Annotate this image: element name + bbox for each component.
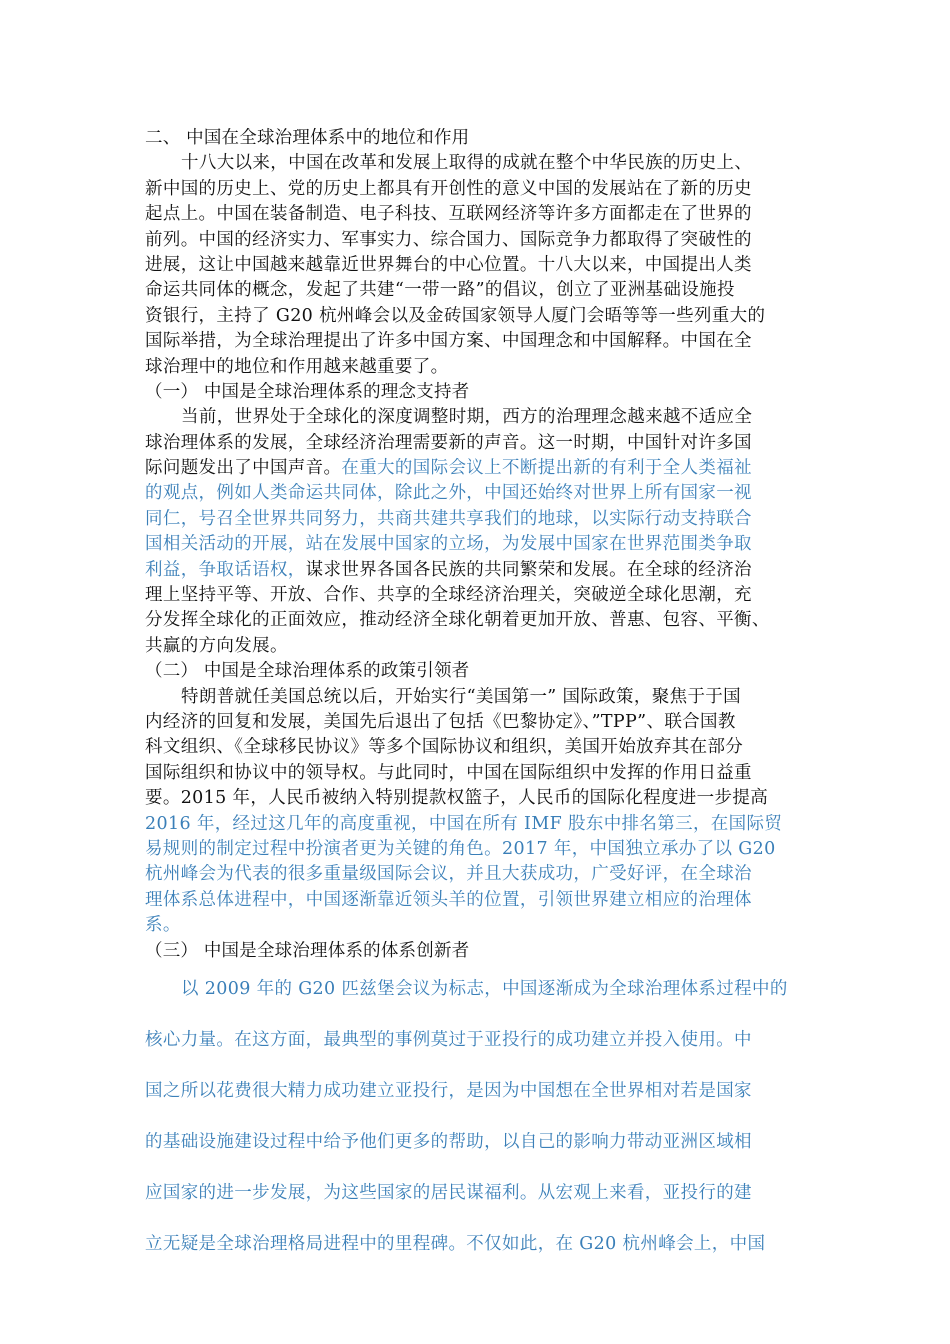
text-line: [145, 761, 805, 786]
highlighted-text-line: 立无疑是全球治理格局进程中的里程碑。不仅如此，在 G20 杭州峰会上，中国: [145, 1233, 766, 1254]
document-page: [145, 126, 805, 1270]
highlighted-text-line: 国之所以花费很大精力成功建立亚投行，是因为中国想在全世界相对若是国家: [145, 1080, 752, 1101]
text-segment: 谋求世界各国各民族的共同繁荣和发展。在全球的经济治: [305, 559, 752, 580]
text-line: [145, 456, 805, 481]
highlighted-text-line: 应国家的进一步发展，为这些国家的居民谋福利。从宏观上来看，亚投行的建: [145, 1182, 752, 1203]
text-segment: 要。2015 年，人民币被纳入特别提款权篮子，人民币的国际化程度进一步提高: [145, 788, 769, 809]
text-line: [145, 558, 805, 583]
text-line: [145, 710, 805, 735]
text-line: [145, 583, 805, 608]
text-line: [145, 405, 805, 430]
highlighted-text: 理体系总体进程中，中国逐渐靠近领头羊的位置，引领世界建立相应的治理体: [145, 889, 752, 910]
text-line: 国际举措，为全球治理提出了许多中国方案、中国理念和中国解释。中国在全: [145, 331, 752, 352]
text-line: [145, 634, 805, 659]
section-1-title: （一） 中国是全球治理体系的理念支持者: [145, 381, 470, 402]
text-line: 球治理中的地位和作用越来越重要了。: [145, 356, 449, 377]
text-line: 前列。中国的经济实力、军事实力、综合国力、国际竞争力都取得了突破性的: [145, 229, 752, 250]
section-2-title: （二） 中国是全球治理体系的政策引领者: [145, 661, 470, 682]
highlighted-text: 易规则的制定过程中扮演者更为关键的角色。2017 年，中国独立承办了以 G20: [145, 838, 776, 859]
highlighted-text: 的观点，例如人类命运共同体，除此之外，中国还始终对世界上所有国家一视: [145, 483, 752, 504]
highlighted-text: 系。: [145, 915, 181, 936]
text-segment: 际问题发出了中国声音。: [145, 458, 342, 479]
highlighted-text: 在重大的国际会议上不断提出新的有利于全人类福祉: [341, 458, 752, 479]
text-line: [145, 431, 805, 456]
section-3-title: （三） 中国是全球治理体系的体系创新者: [145, 940, 470, 961]
text-segment: 共赢的方向发展。: [145, 635, 288, 656]
text-line: [145, 685, 805, 710]
highlighted-text: 同仁，号召全世界共同努力，共商共建共享我们的地球，以实际行动支持联合: [145, 508, 752, 529]
text-line: [145, 608, 805, 633]
heading: 二、 中国在全球治理体系中的地位和作用: [145, 128, 470, 148]
text-line: 新中国的历史上、党的历史上都具有开创性的意义中国的发展站在了新的历史: [145, 178, 752, 199]
text-segment: 球治理体系的发展，全球经济治理需要新的声音。这一时期，中国针对许多国: [145, 432, 752, 453]
highlighted-text: 杭州峰会为代表的很多重量级国际会议，并且大获成功，广受好评，在全球治: [145, 864, 752, 885]
text-line: [145, 837, 805, 862]
text-line: [145, 888, 805, 913]
text-segment: 当前，世界处于全球化的深度调整时期，西方的治理理念越来越不适应全: [181, 407, 753, 428]
text-segment: 分发挥全球化的正面效应，推动经济全球化朝着更加开放、普惠、包容、平衡、: [145, 610, 770, 631]
text-segment: 国际组织和协议中的领导权。与此同时，中国在国际组织中发挥的作用日益重: [145, 762, 752, 783]
highlighted-text: 国相关活动的开展，站在发展中国家的立场，为发展中国家在世界范围类争取: [145, 534, 752, 555]
text-segment: 内经济的回复和发展，美国先后退出了包括《巴黎协定》、”TPP”、联合国教: [145, 711, 736, 732]
text-line: [145, 481, 805, 506]
text-line: [145, 532, 805, 557]
text-line: [145, 862, 805, 887]
text-line: 十八大以来，中国在改革和发展上取得的成就在整个中华民族的历史上、: [181, 153, 753, 174]
section-3-paragraph: [145, 964, 805, 1270]
text-line: [145, 735, 805, 760]
highlighted-text: 2016 年，经过这几年的高度重视，中国在所有 IMF 股东中排名第三，在国际贸: [145, 813, 783, 834]
highlighted-text-line: 核心力量。在这方面，最典型的事例莫过于亚投行的成功建立并投入使用。中: [145, 1029, 752, 1050]
text-segment: 特朗普就任美国总统以后，开始实行“美国第一” 国际政策，聚焦于于国: [181, 686, 742, 707]
text-line: [145, 812, 805, 837]
text-line: [145, 913, 805, 938]
text-line: 资银行，主持了 G20 杭州峰会以及金砖国家领导人厦门会晤等等一些列重大的: [145, 305, 766, 326]
text-line: [145, 786, 805, 811]
text-segment: 科文组织、《全球移民协议》等多个国际协议和组织，美国开始放弃其在部分: [145, 737, 744, 758]
text-line: [145, 507, 805, 532]
intro-paragraph: [145, 151, 805, 380]
highlighted-text-line: 以 2009 年的 G20 匹兹堡会议为标志，中国逐渐成为全球治理体系过程中的: [181, 978, 788, 999]
text-line: 起点上。中国在装备制造、电子科技、互联网经济等许多方面都走在了世界的: [145, 204, 752, 225]
text-segment: 理上坚持平等、开放、合作、共享的全球经济治理关，突破逆全球化思潮，充: [145, 585, 752, 606]
section-1-paragraph: [145, 405, 805, 659]
highlighted-text: 利益，争取话语权，: [145, 559, 306, 580]
text-line: 命运共同体的概念，发起了共建“一带一路”的倡议，创立了亚洲基础设施投: [145, 280, 735, 301]
section-2-paragraph: [145, 685, 805, 939]
highlighted-text-line: 的基础设施建设过程中给予他们更多的帮助，以自己的影响力带动亚洲区域相: [145, 1131, 752, 1152]
text-line: 进展，这让中国越来越靠近世界舞台的中心位置。十八大以来，中国提出人类: [145, 254, 752, 275]
